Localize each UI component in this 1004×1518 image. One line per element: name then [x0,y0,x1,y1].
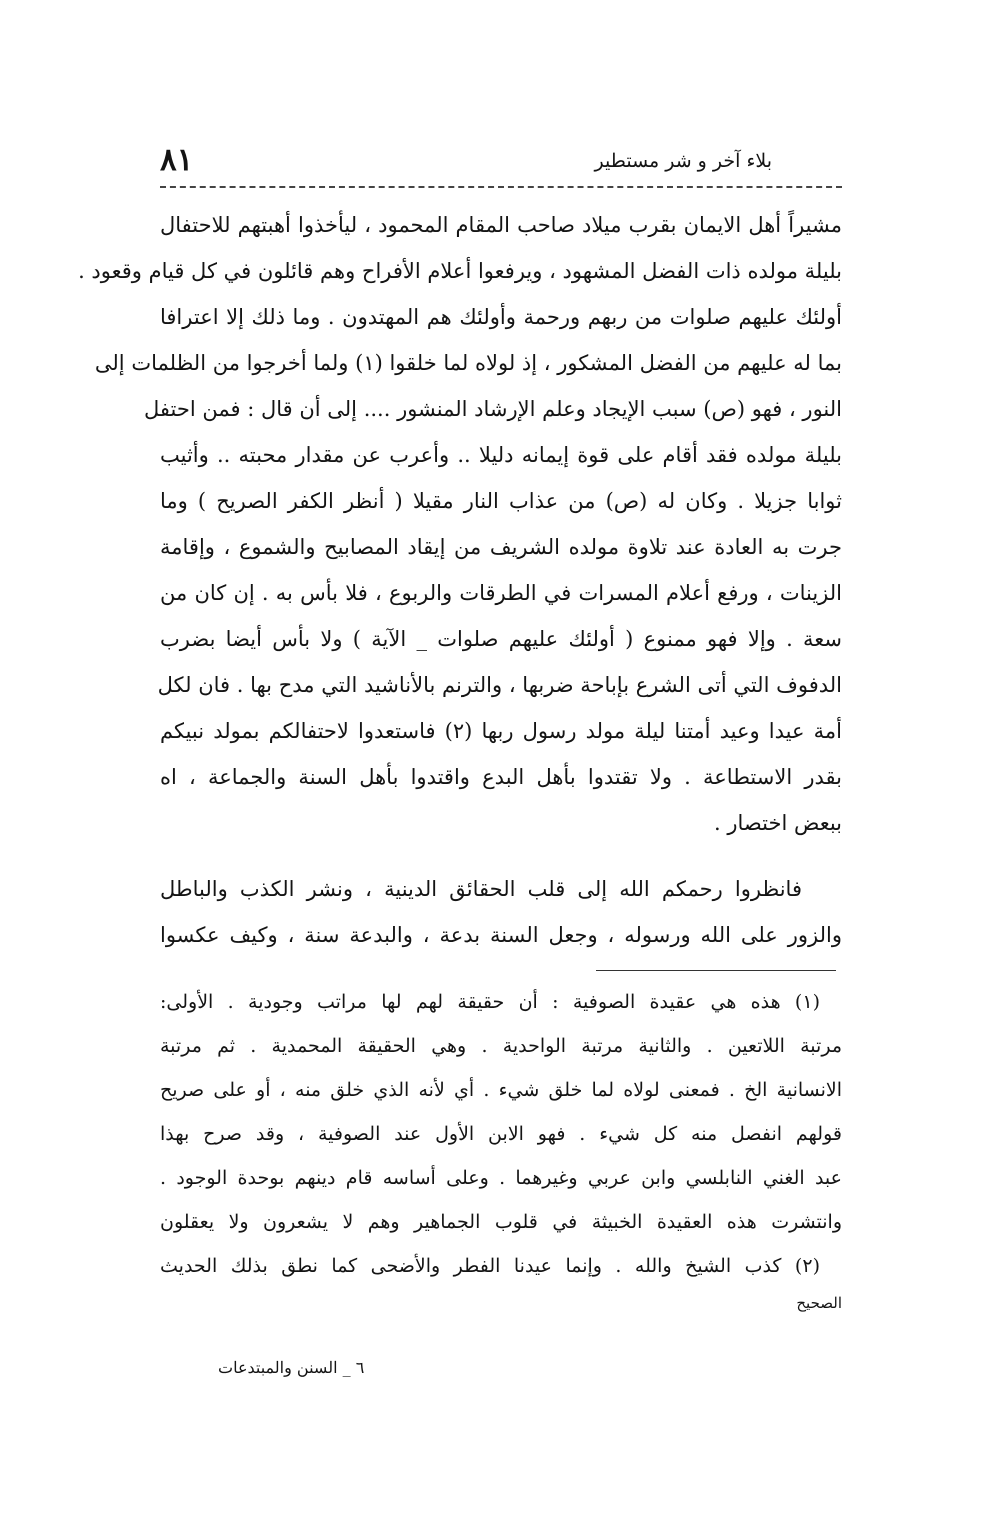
footnote-line: الانسانية الخ . فمعنى لولاه لما خلق شيء . أي لأنه الذي خلق منه ، أو على صريح [160,1079,842,1101]
text-line: بليلة مولده ذات الفضل المشهود ، ويرفعوا أعلام الأفراح وهم قائلون في كل قيام وقعود . [78,259,842,283]
text-line: الزينات ، ورفع أعلام المسرات في الطرقات والربوع ، فلا بأس به . إن كان من [160,581,842,605]
running-title: بلاء آخر و شر مستطير [594,150,772,172]
text-line: فانظروا رحمكم الله إلى قلب الحقائق الدينية ، ونشر الكذب والباطل [160,877,802,901]
footnote-line: وانتشرت هذه العقيدة الخبيثة في قلوب الجماهير وهم لا يشعرون ولا يعقلون [160,1211,842,1233]
text-line: ببعض اختصار . [714,811,842,835]
page-header [160,140,842,180]
page-number: ٨١ [160,142,194,178]
paragraph-gap [160,846,842,866]
text-line: الدفوف التي أتى الشرع بإباحة ضربها ، والترنم بالأناشيد التي مدح بها . فان لكل [157,673,842,697]
text-line: النور ، فهو (ص) سبب الإيجاد وعلم الإرشاد المنشور .... إلى أن قال : فمن احتفل [144,397,842,421]
footnote-line: الصحيح [796,1294,842,1312]
text-line: مشيراً أهل الايمان بقرب ميلاد صاحب المقام المحمود ، ليأخذوا أهبتهم للاحتفال [160,213,842,237]
text-line: أمة عيدا وعيد أمتنا ليلة مولد رسول ربها (٢) فاستعدوا لاحتفالكم بمولد نبيكم [160,719,842,743]
main-text [78,202,842,958]
signature-mark: ٦ _ السنن والمبتدعات [218,1358,365,1377]
text-line: جرت به العادة عند تلاوة مولده الشريف من إيقاد المصابيح والشموع ، وإقامة [160,535,842,559]
text-line: بليلة مولده فقد أقام على قوة إيمانه دليلا .. وأعرب عن مقدار محبته .. وأثيب [160,443,842,467]
footnote-line: (١) هذه هي عقيدة الصوفية : أن حقيقة لهم لها مراتب وجودية . الأولى: [160,991,820,1013]
footnote-line: عبد الغني النابلسي وابن عربي وغيرهما . وعلى أساسه قام دينهم بوحدة الوجود . [160,1167,842,1189]
text-line: بما له عليهم من الفضل المشكور ، إذ لولاه لما خلقوا (١) ولما أخرجوا من الظلمات إلى [94,351,842,375]
text-line: بقدر الاستطاعة . ولا تقتدوا بأهل البدع واقتدوا بأهل السنة والجماعة ، اه [160,765,842,789]
text-line: ثوابا جزيلا . وكان له (ص) من عذاب النار مقيلا ( أنظر الكفر الصريح ) وما [160,489,842,513]
text-line: سعة . وإلا فهو ممنوع ( أولئك عليهم صلوات _ الآية ) ولا بأس أيضا بضرب [160,627,842,651]
footnote-line: قولهم انفصل منه كل شيء . فهو الابن الأول عند الصوفية ، وقد صرح بهذا [160,1123,842,1145]
footnote-line: مرتبة اللاتعين . والثانية مرتبة الواحدية . وهي الحقيقة المحمدية . ثم مرتبة [160,1035,842,1057]
footnote-line: (٢) كذب الشيخ والله . وإنما عيدنا الفطر والأضحى كما نطق بذلك الحديث [160,1255,820,1277]
text-line: والزور على الله ورسوله ، وجعل السنة بدعة ، والبدعة سنة ، وكيف عكسوا [160,923,842,947]
header-divider [160,186,842,188]
footnote-divider [596,970,836,971]
footnotes [160,980,842,1318]
text-line: أولئك عليهم صلوات من ربهم ورحمة وأولئك هم المهتدون . وما ذلك إلا اعترافا [160,305,842,329]
